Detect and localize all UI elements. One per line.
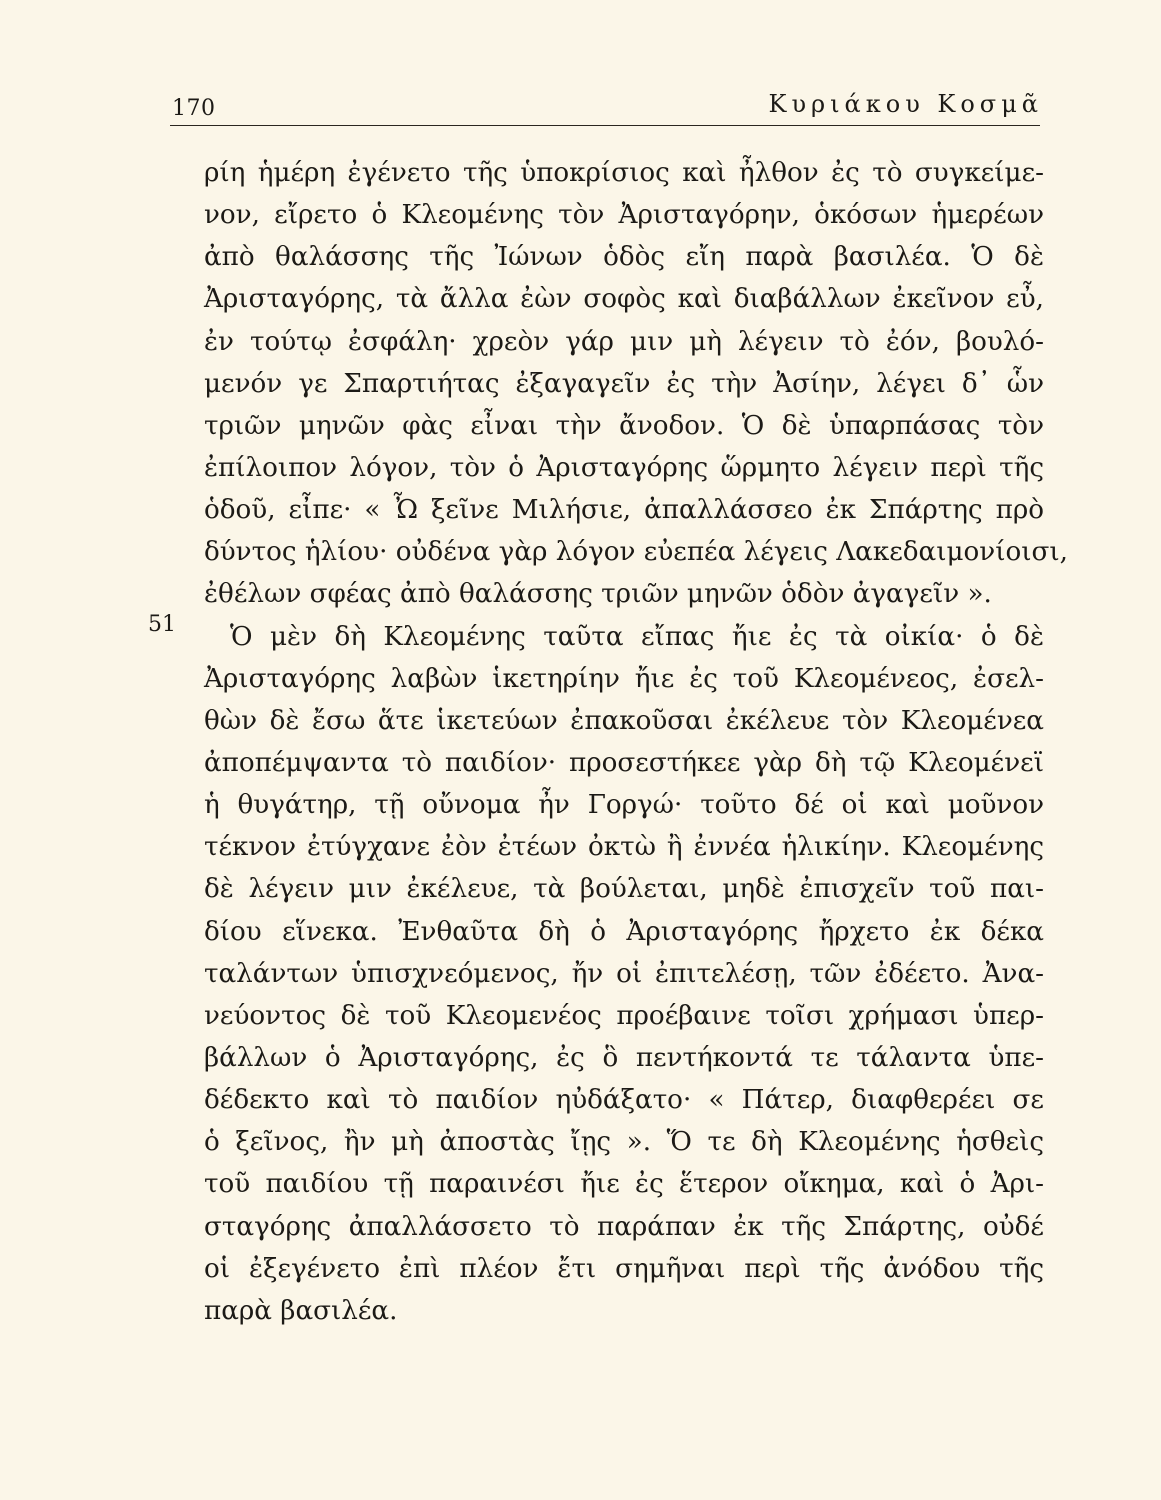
page-number: 170 <box>172 96 216 121</box>
text-line: ἐθέλων σφέας ἀπὸ θαλάσσης τριῶν μηνῶν ὁδὸν ἀγαγεῖν ». <box>204 579 992 610</box>
text-line: ἐπίλοιπον λόγον, τὸν ὁ Ἀρισταγόρης ὥρμητο λέγειν περὶ τῆς <box>204 452 1044 483</box>
header-rule <box>170 125 1040 126</box>
running-title: Κυριάκου Κοσμᾶ <box>768 90 1043 118</box>
text-line: ἡ θυγάτηρ, τῇ οὔνομα ἦν Γοργώ· τοῦτο δέ οἱ καὶ μοῦνον <box>204 790 1044 821</box>
text-line: τοῦ παιδίου τῇ παραινέσι ἤιε ἐς ἕτερον οἴκημα, καὶ ὁ Ἀρι- <box>204 1169 1044 1200</box>
body-text <box>204 152 1068 1332</box>
text-line: ταλάντων ὑπισχνεόμενος, ἤν οἱ ἐπιτελέσῃ, τῶν ἐδέετο. Ἀνα- <box>204 958 1044 989</box>
text-line: οἱ ἐξεγένετο ἐπὶ πλέον ἔτι σημῆναι περὶ τῆς ἀνόδου τῆς <box>204 1253 1044 1284</box>
text-line: δέδεκτο καὶ τὸ παιδίον ηὐδάξατο· « Πάτερ, διαφθερέει σε <box>204 1085 1044 1116</box>
text-line: ἐν τούτῳ ἐσφάλη· χρεὸν γάρ μιν μὴ λέγειν τὸ ἐόν, βουλό- <box>204 326 1044 357</box>
text-line: μενόν γε Σπαρτιήτας ἐξαγαγεῖν ἐς τὴν Ἀσίην, λέγει δ᾽ ὧν <box>204 368 1044 399</box>
text-line: ρίη ἡμέρη ἐγένετο τῆς ὑποκρίσιος καὶ ἦλθον ἐς τὸ συγκείμε- <box>204 158 1044 188</box>
text-line: δίου εἵνεκα. Ἐνθαῦτα δὴ ὁ Ἀρισταγόρης ἤρχετο ἐκ δέκα <box>204 916 1044 947</box>
text-line: ὁ ξεῖνος, ἢν μὴ ἀποστὰς ἴῃς ». Ὅ τε δὴ Κλεομένης ἡσθεὶς <box>204 1127 1044 1158</box>
text-line: ἀποπέμψαντα τὸ παιδίον· προσεστήκεε γὰρ δὴ τῷ Κλεομένεϊ <box>204 747 1044 778</box>
text-line: ὁδοῦ, εἶπε· « Ὦ ξεῖνε Μιλήσιε, ἀπαλλάσσεο ἐκ Σπάρτης πρὸ <box>204 495 1044 526</box>
text-line: τριῶν μηνῶν φὰς εἶναι τὴν ἄνοδον. Ὁ δὲ ὑπαρπάσας τὸν <box>204 410 1044 441</box>
text-line: δὲ λέγειν μιν ἐκέλευε, τὰ βούλεται, μηδὲ ἐπισχεῖν τοῦ παι- <box>204 874 1044 905</box>
text-line: Ἀρισταγόρης, τὰ ἄλλα ἐὼν σοφὸς καὶ διαβάλλων ἐκεῖνον εὖ, <box>204 284 1044 315</box>
text-line: Ὁ μὲν δὴ Κλεομένης ταῦτα εἴπας ἤιε ἐς τὰ οἰκία· ὁ δὲ <box>230 621 1044 652</box>
text-line: τέκνον ἐτύγχανε ἐὸν ἐτέων ὀκτὼ ἢ ἐννέα ἡλικίην. Κλεομένης <box>204 832 1044 863</box>
section-number: 51 <box>148 612 176 637</box>
text-line: νον, εἴρετο ὁ Κλεομένης τὸν Ἀρισταγόρην, ὁκόσων ἡμερέων <box>204 200 1044 231</box>
text-line: παρὰ βασιλέα. <box>204 1295 398 1326</box>
text-line: βάλλων ὁ Ἀρισταγόρης, ἐς ὃ πεντήκοντά τε τάλαντα ὑπε- <box>204 1042 1044 1073</box>
text-line: δύντος ἡλίου· οὐδένα γὰρ λόγον εὐεπέα λέγεις Λακεδαιμονίοισι, <box>204 537 1068 568</box>
text-line: σταγόρης ἀπαλλάσσετο τὸ παράπαν ἐκ τῆς Σπάρτης, οὐδέ <box>204 1211 1044 1242</box>
text-line: Ἀρισταγόρης λαβὼν ἱκετηρίην ἤιε ἐς τοῦ Κλεομένεος, ἐσελ- <box>204 663 1044 694</box>
text-line: θὼν δὲ ἔσω ἅτε ἱκετεύων ἐπακοῦσαι ἐκέλευε τὸν Κλεομένεα <box>204 705 1044 736</box>
text-line: νεύοντος δὲ τοῦ Κλεομενέος προέβαινε τοῖσι χρήμασι ὑπερ- <box>204 1000 1044 1031</box>
text-line: ἀπὸ θαλάσσης τῆς Ἰώνων ὁδὸς εἴη παρὰ βασιλέα. Ὁ δὲ <box>204 242 1044 273</box>
